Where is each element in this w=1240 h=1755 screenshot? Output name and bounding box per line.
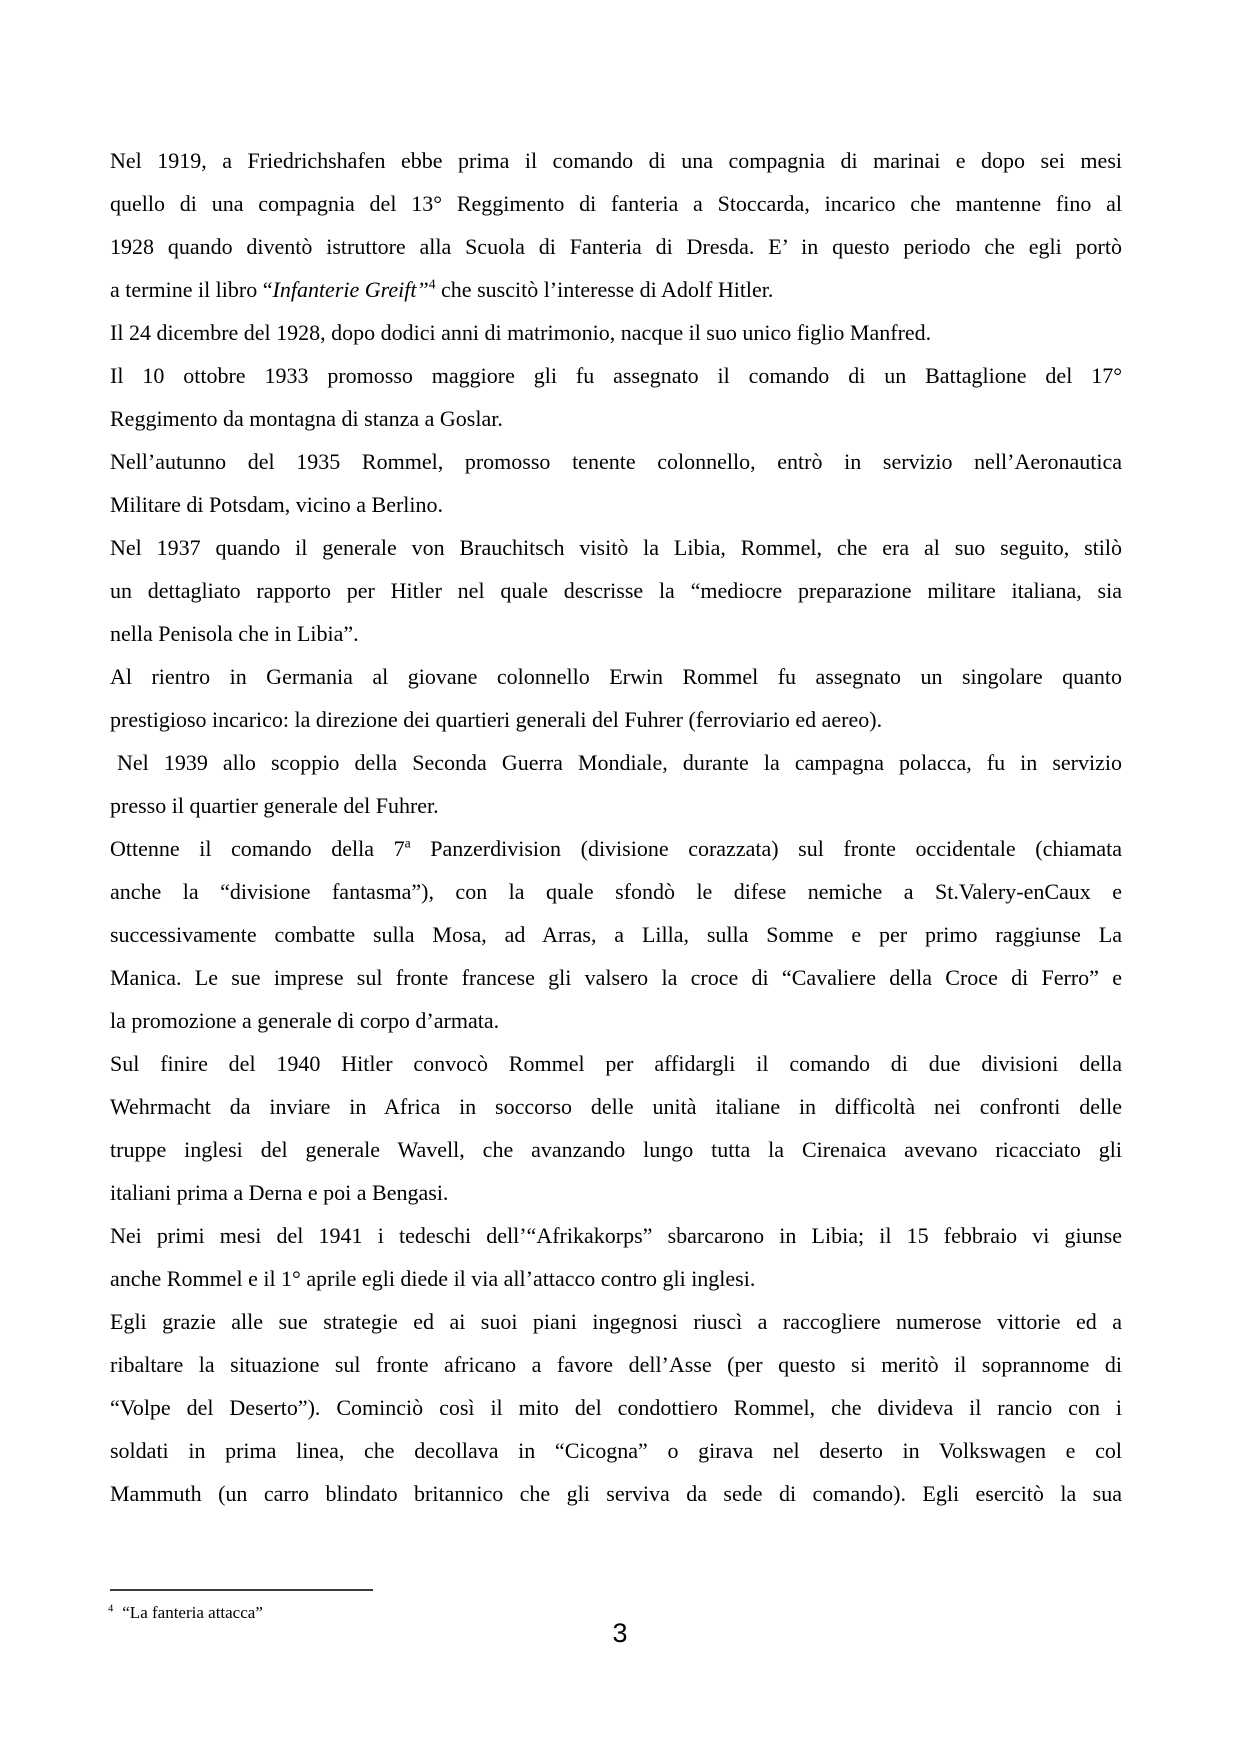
text-line: soldati in prima linea, che decollava in “Cicogna” o girava nel deserto in Volkswagen e col [110, 1438, 1122, 1463]
text-line: Egli grazie alle sue strategie ed ai suoi piani ingegnosi riuscì a raccogliere numerose vittorie ed a [110, 1309, 1122, 1334]
text-line: a termine il libro “Infanterie Greift”$^4$ che suscitò l’interesse di Adolf Hitler. [110, 276, 774, 302]
text-line: successivamente combatte sulla Mosa, ad Arras, a Lilla, sulla Somme e per primo raggiunse La [110, 922, 1122, 947]
text-line: Nell’autunno del 1935 Rommel, promosso tenente colonnello, entrò in servizio nell’Aeronautica [110, 449, 1122, 474]
footnote-separator [110, 1589, 373, 1591]
footnote-marker: 4 [108, 1603, 114, 1615]
text-line: anche Rommel e il 1° aprile egli diede il via all’attacco contro gli inglesi. [110, 1266, 756, 1291]
text-line: italiani prima a Derna e poi a Bengasi. [110, 1180, 449, 1205]
text-line: truppe inglesi del generale Wavell, che avanzando lungo tutta la Cirenaica avevano ricacciato gli [110, 1137, 1122, 1162]
text-line: quello di una compagnia del 13° Reggimento di fanteria a Stoccarda, incarico che mantenne fino al [110, 191, 1122, 216]
text-line: ribaltare la situazione sul fronte africano a favore dell’Asse (per questo si meritò il soprannome di [110, 1352, 1122, 1377]
text-line: “Volpe del Deserto”). Cominciò così il mito del condottiero Rommel, che divideva il rancio con i [110, 1395, 1122, 1420]
text-line: Reggimento da montagna di stanza a Goslar. [110, 406, 503, 431]
text-line: la promozione a generale di corpo d’armata. [110, 1008, 500, 1033]
text-line: nella Penisola che in Libia”. [110, 621, 359, 646]
text-line: Nel 1939 allo scoppio della Seconda Guerra Mondiale, durante la campagna polacca, fu in servizio [117, 750, 1122, 775]
text-line: anche la “divisione fantasma”), con la quale sfondò le difese nemiche a St.Valery-enCaux e [110, 879, 1122, 904]
text-line: Il 10 ottobre 1933 promosso maggiore gli fu assegnato il comando di un Battaglione del 17° [110, 363, 1122, 388]
text-line: Nel 1919, a Friedrichshafen ebbe prima il comando di una compagnia di marinai e dopo sei mesi [110, 148, 1122, 173]
text-line: presso il quartier generale del Fuhrer. [110, 793, 439, 818]
text-line: Nel 1937 quando il generale von Brauchitsch visitò la Libia, Rommel, che era al suo seguito, stilò [110, 535, 1122, 560]
text-line: Ottenne il comando della 7$^a$ Panzerdivision (divisione corazzata) sul fronte occidentale (chiamata [110, 835, 1122, 861]
text-line: Mammuth (un carro blindato britannico che gli serviva da sede di comando). Egli esercitò la sua [110, 1481, 1122, 1506]
page-number: 3 [612, 1618, 628, 1648]
text-line: prestigioso incarico: la direzione dei quartieri generali del Fuhrer (ferroviario ed aereo). [110, 707, 883, 732]
footnote-text: “La fanteria attacca” [122, 1603, 263, 1622]
text-line: Manica. Le sue imprese sul fronte francese gli valsero la croce di “Cavaliere della Croce di Ferro” e [110, 965, 1122, 990]
text-line: Al rientro in Germania al giovane colonnello Erwin Rommel fu assegnato un singolare quanto [110, 664, 1122, 689]
text-line: Militare di Potsdam, vicino a Berlino. [110, 492, 444, 517]
text-line: Il 24 dicembre del 1928, dopo dodici anni di matrimonio, nacque il suo unico figlio Manfred. [110, 320, 932, 345]
text-line: Wehrmacht da inviare in Africa in soccorso delle unità italiane in difficoltà nei confronti delle [110, 1094, 1122, 1119]
text-line: Nei primi mesi del 1941 i tedeschi dell’“Afrikakorps” sbarcarono in Libia; il 15 febbraio vi giunse [110, 1223, 1122, 1248]
text-line: un dettagliato rapporto per Hitler nel quale descrisse la “mediocre preparazione militare italiana, sia [110, 578, 1122, 603]
text-line: 1928 quando diventò istruttore alla Scuola di Fanteria di Dresda. E’ in questo periodo che egli portò [110, 234, 1122, 259]
text-line: Sul finire del 1940 Hitler convocò Rommel per affidargli il comando di due divisioni della [110, 1051, 1122, 1076]
text-block [110, 139, 1122, 1515]
